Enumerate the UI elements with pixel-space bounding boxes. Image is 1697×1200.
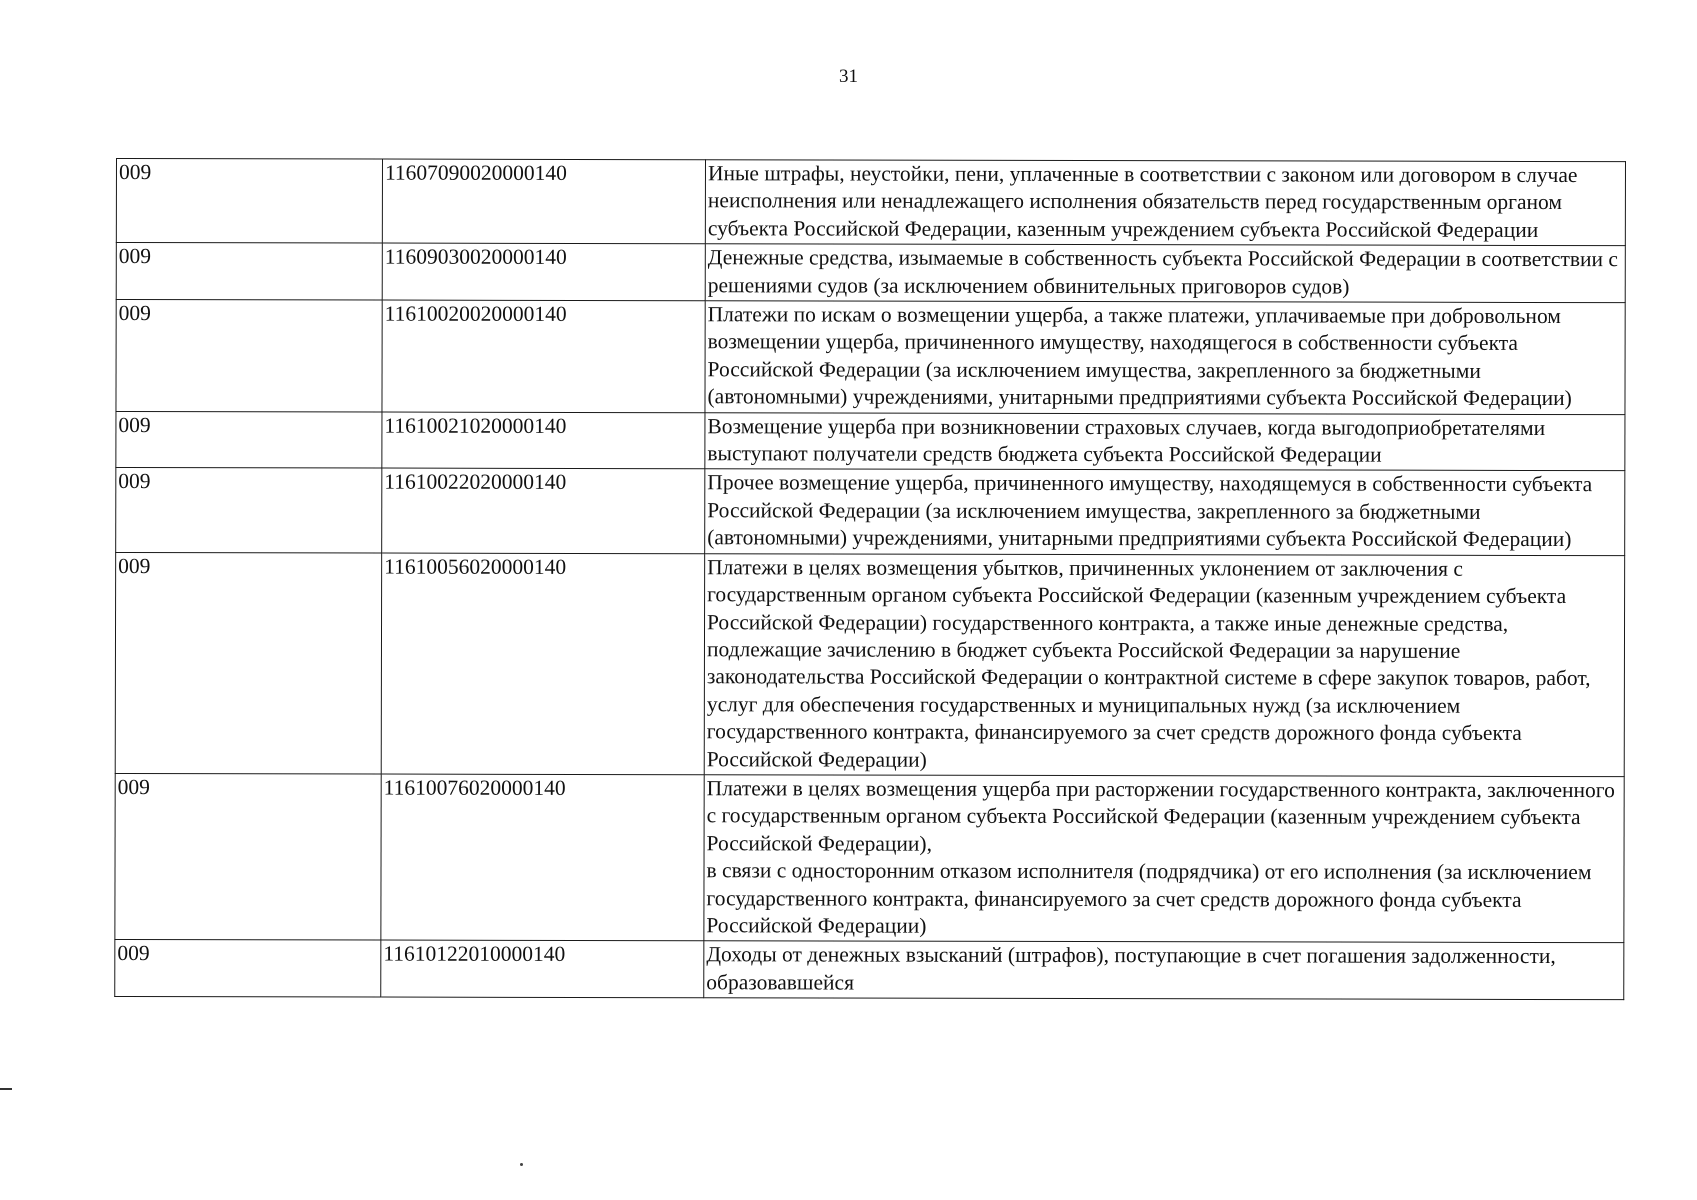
- revenue-name-cell: Платежи по искам о возмещении ущерба, а также платежи, уплачиваемые при добровольном возмещении ущерба, причиненного имуществу, находящегося в собственности субъекта Российской Федерации (за исключением имущества, закрепленного за бюджетными (автономными) учреждениями, унитарными предприятиями субъекта Российской Федерации): [705, 301, 1625, 415]
- table-row: [115, 773, 1624, 943]
- revenue-name-cell: Прочее возмещение ущерба, причиненного имуществу, находящемуся в собственности субъекта Российской Федерации (за исключением имущества, закрепленного за бюджетными (автономными) учреждениями, унитарными предприятиями субъекта Российской Федерации): [705, 469, 1625, 555]
- admin-code-cell: 009: [116, 159, 382, 244]
- budget-code-cell: 11610020020000140: [382, 300, 705, 412]
- table-row: [116, 300, 1625, 415]
- admin-code-cell: 009: [115, 940, 381, 997]
- revenue-name-cell: Платежи в целях возмещения убытков, причиненных уклонением от заключения с государственным органом субъекта Российской Федерации (казенным учреждением субъекта Российской Федерации) государственного контракта, а также иные денежные средства, подлежащие зачислению в бюджет субъекта Российской Федерации за нарушение законодательства Российской Федерации о контрактной системе в сфере закупок товаров, работ, услуг для обеспечения государственных и муниципальных нужд (за исключением государственного контракта, финансируемого за счет средств дорожного фонда субъекта Российской Федерации): [704, 553, 1624, 776]
- admin-code-cell: 009: [115, 773, 381, 940]
- budget-code-cell: 11610076020000140: [381, 774, 704, 941]
- revenue-name-cell: Возмещение ущерба при возникновении страховых случаев, когда выгодоприобретателями выступают получатели средств бюджета субъекта Российской Федерации: [705, 412, 1625, 471]
- revenue-codes-table-wrapper: [114, 158, 1625, 1000]
- revenue-name-line: Платежи в целях возмещения ущерба при расторжении государственного контракта, заключенного с государственным органом субъекта Российской Федерации (казенным учреждением субъекта Российской Федерации),: [706, 776, 1615, 856]
- revenue-codes-table: [114, 158, 1626, 1000]
- revenue-name-cell: Доходы от денежных взысканий (штрафов), поступающие в счет погашения задолженности, образовавшейся: [704, 941, 1624, 1000]
- table-row: [116, 243, 1625, 303]
- budget-code-cell: 11610056020000140: [381, 553, 704, 775]
- admin-code-cell: 009: [116, 300, 382, 412]
- admin-code-cell: 009: [116, 243, 382, 300]
- budget-code-cell: 11610022020000140: [382, 469, 705, 554]
- revenue-name-cell: Денежные средства, изымаемые в собственность субъекта Российской Федерации в соответствии с решениями судов (за исключением обвинительных приговоров судов): [705, 244, 1625, 303]
- admin-code-cell: 009: [116, 411, 382, 468]
- scan-artifact-dash: [0, 1088, 12, 1090]
- admin-code-cell: 009: [115, 552, 381, 774]
- budget-code-cell: 11610122010000140: [381, 940, 704, 997]
- budget-code-cell: 11607090020000140: [382, 159, 705, 244]
- budget-code-cell: 11609030020000140: [382, 243, 705, 300]
- table-row: [116, 468, 1625, 555]
- budget-code-cell: 11610021020000140: [382, 412, 705, 469]
- revenue-name-cell: [704, 775, 1624, 943]
- table-row: [116, 159, 1625, 246]
- admin-code-cell: 009: [116, 468, 382, 553]
- scan-artifact-dot: [520, 1163, 523, 1166]
- revenue-name-cell: Иные штрафы, неустойки, пени, уплаченные в соответствии с законом или договором в случае неисполнения или ненадлежащего исполнения обязательств перед государственным органом субъекта Российской Федерации, казенным учреждением субъекта Российской Федерации: [705, 160, 1625, 246]
- table-row: [115, 940, 1624, 1000]
- table-row: [116, 411, 1625, 471]
- revenue-name-continuation: в связи с односторонним отказом исполнителя (подрядчика) от его исполнения (за исключением государственного контракта, финансируемого за счет средств дорожного фонда субъекта Российской Федерации): [706, 858, 1592, 938]
- table-row: [115, 552, 1624, 776]
- page-number: 31: [839, 66, 858, 87]
